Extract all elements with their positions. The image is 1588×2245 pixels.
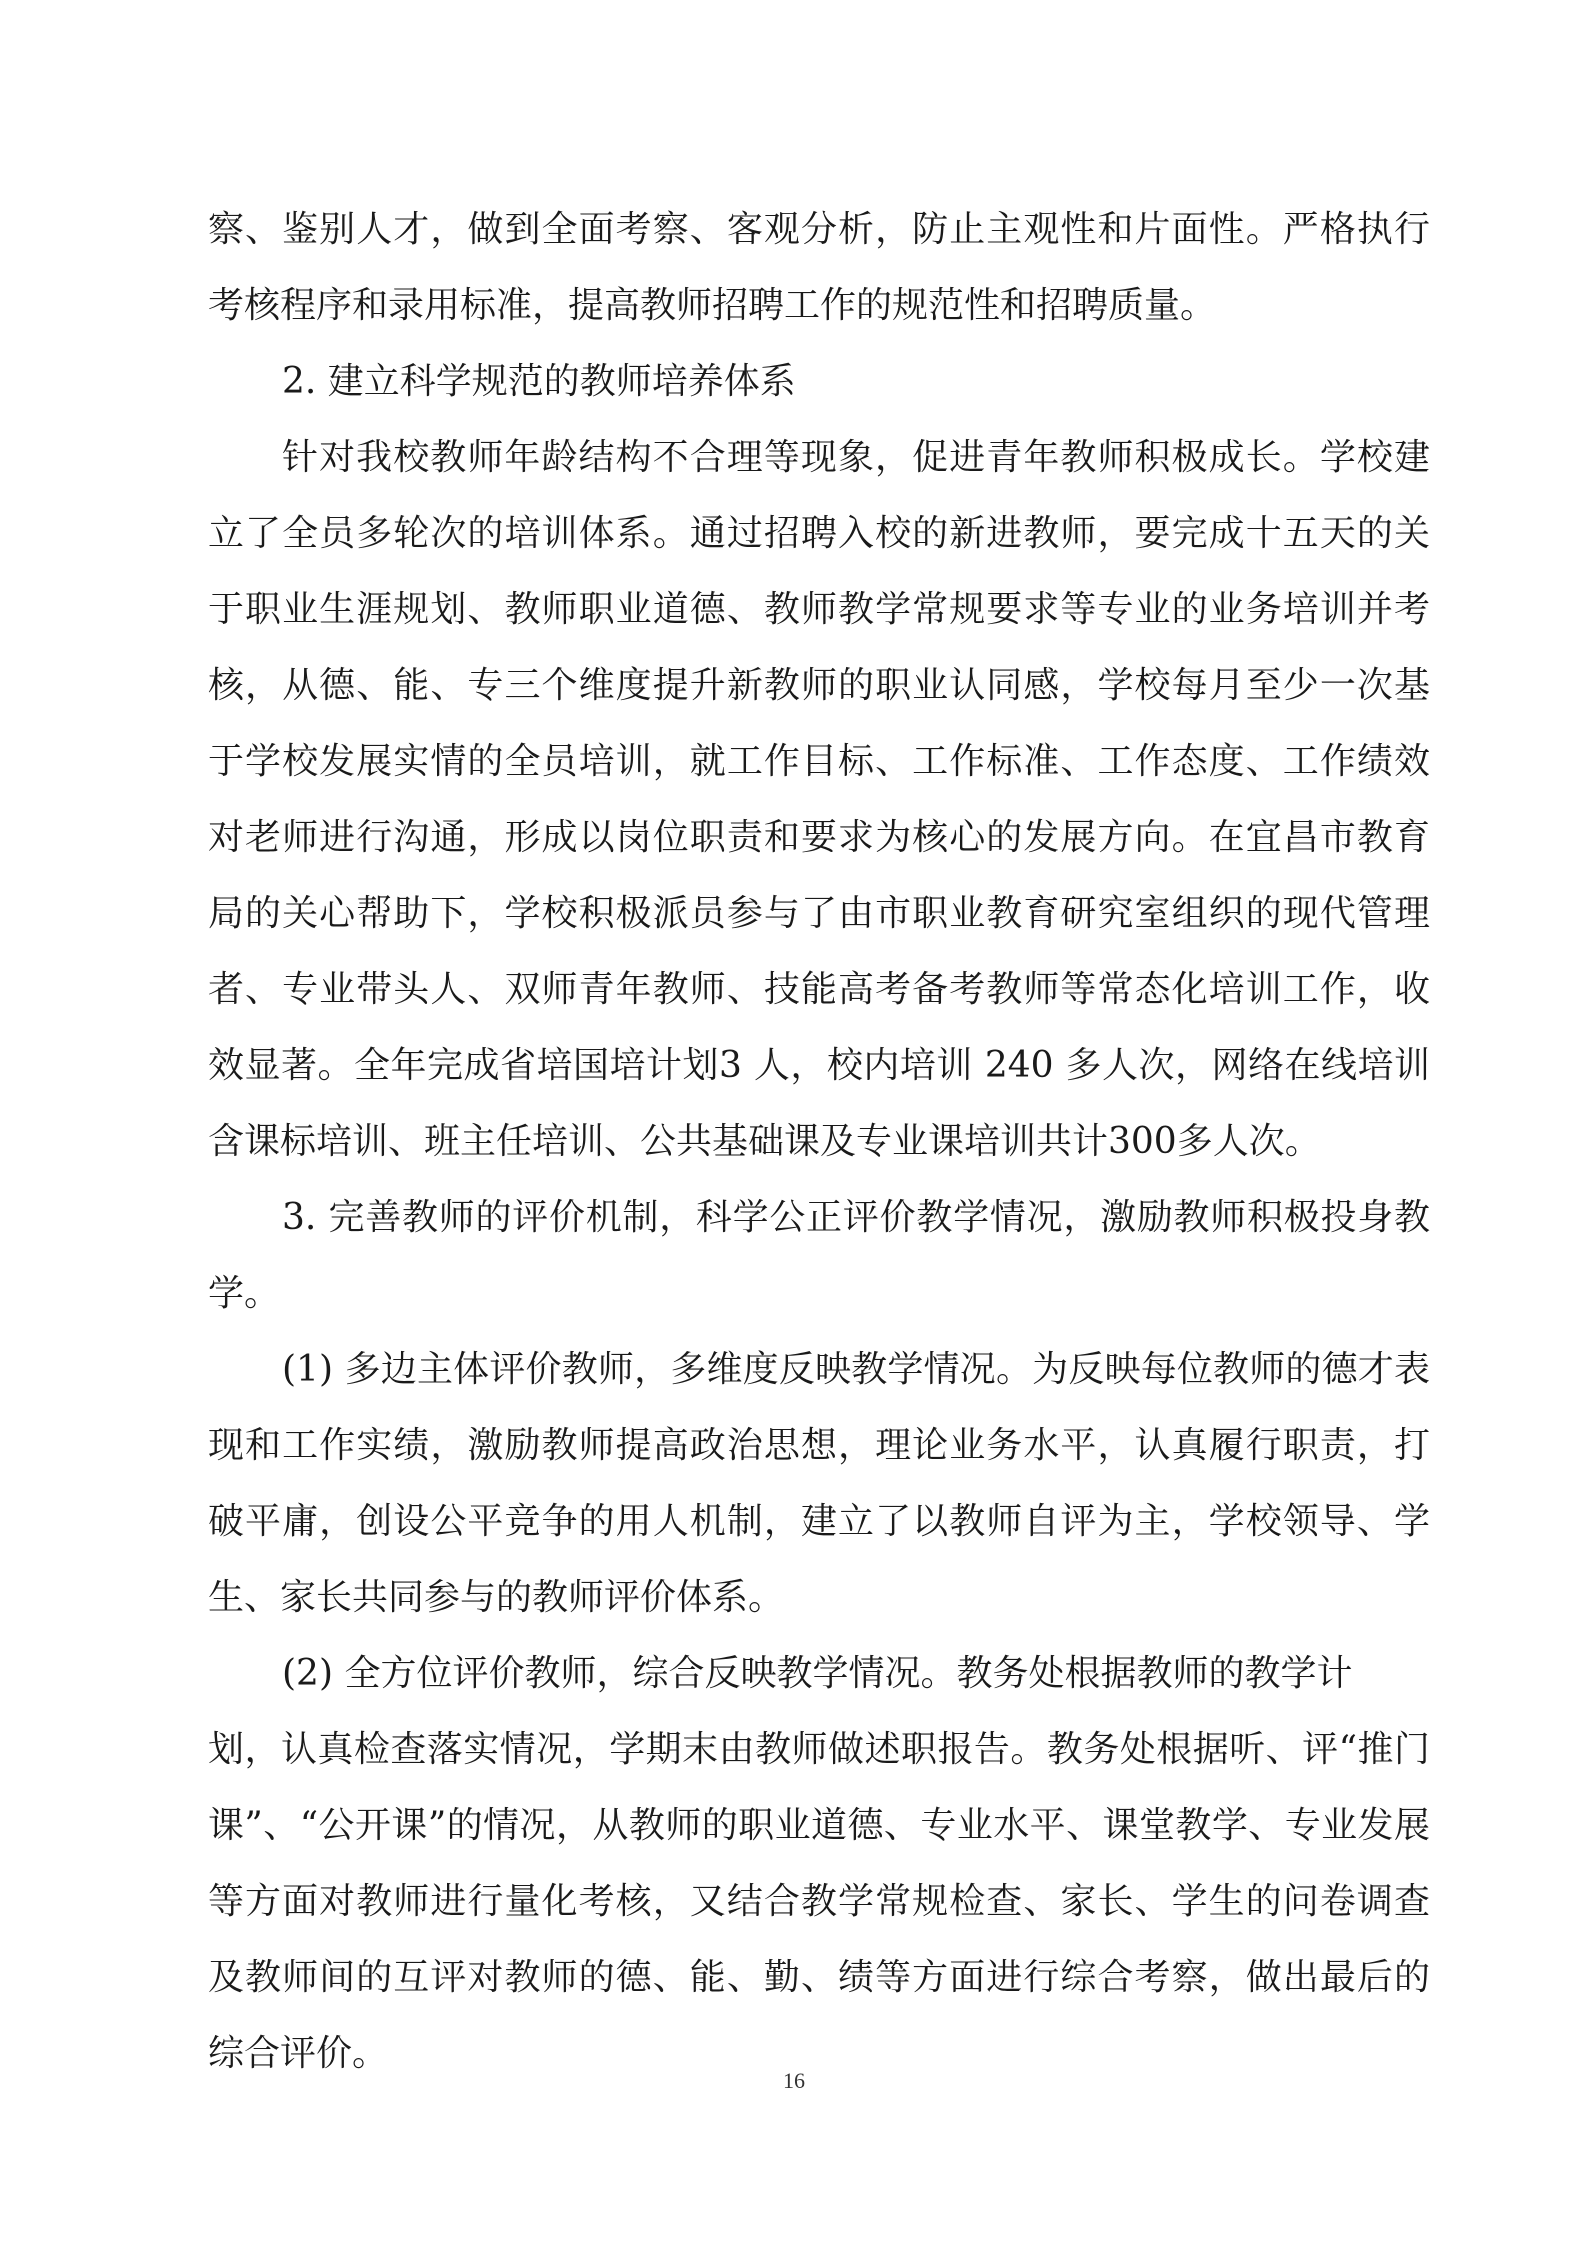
page-number: 16: [783, 2068, 805, 2093]
paragraph-comprehensive-evaluation-first-line: (2) 全方位评价教师，综合反映教学情况。教务处根据教师的教学计: [282, 1653, 1353, 1694]
paragraph-multi-evaluation: (1) 多边主体评价教师，多维度反映教学情况。为反映每位教师的德才表现和工作实绩，激励教师提高政治思想，理论业务水平，认真履行职责，打破平庸，创设公平竞争的用人机制，建立了以教师自评为主，学校领导、学生、家长共同参与的教师评价体系。: [208, 1349, 1430, 1618]
section-heading-3: 3. 完善教师的评价机制，科学公正评价教学情况，激励教师积极投身教学。: [208, 1197, 1430, 1314]
paragraph-comprehensive-evaluation-rest: 划，认真检查落实情况，学期末由教师做述职报告。教务处根据听、评“推门课”、“公开课”的情况，从教师的职业道德、专业水平、课堂教学、专业发展等方面对教师进行量化考核，又结合教学常规检查、家长、学生的问卷调查及教师间的互评对教师的德、能、勤、绩等方面进行综合考察，做出最后的综合评价。: [208, 1729, 1430, 2074]
paragraph-continued: 察、鉴别人才，做到全面考察、客观分析，防止主观性和片面性。严格执行考核程序和录用标准，提高教师招聘工作的规范性和招聘质量。: [208, 209, 1430, 326]
paragraph-training-system: 针对我校教师年龄结构不合理等现象，促进青年教师积极成长。学校建立了全员多轮次的培训体系。通过招聘入校的新进教师，要完成十五天的关于职业生涯规划、教师职业道德、教师教学常规要求等专业的业务培训并考核，从德、能、专三个维度提升新教师的职业认同感，学校每月至少一次基于学校发展实情的全员培训，就工作目标、工作标准、工作态度、工作绩效对老师进行沟通，形成以岗位职责和要求为核心的发展方向。在宜昌市教育局的关心帮助下，学校积极派员参与了由市职业教育研究室组织的现代管理者、专业带头人、双师青年教师、技能高考备考教师等常态化培训工作，收效显著。全年完成省培国培计划3 人，校内培训 240 多人次，网络在线培训含课标培训、班主任培训、公共基础课及专业课培训共计300多人次。: [208, 437, 1430, 1162]
section-heading-2: 2. 建立科学规范的教师培养体系: [282, 361, 796, 402]
document-body: [208, 192, 1430, 2092]
